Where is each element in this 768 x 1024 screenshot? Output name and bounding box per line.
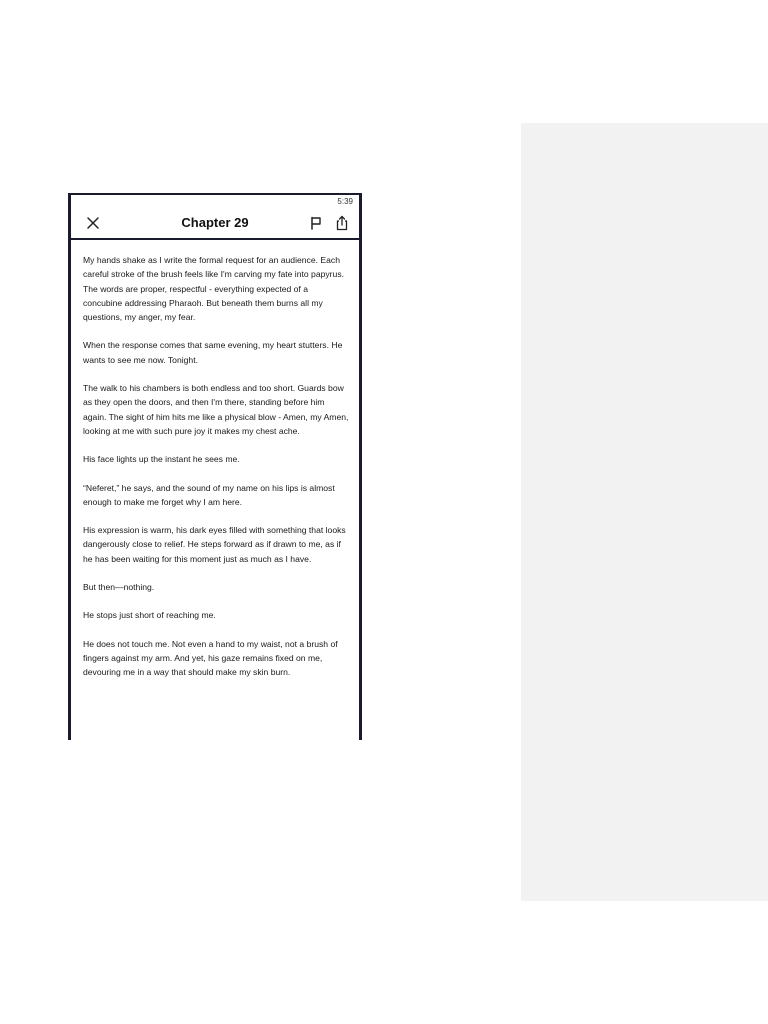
paragraph: When the response comes that same evening, my heart stutters. He wants to see me now. Tonight.	[83, 340, 343, 365]
chapter-title: Chapter 29	[181, 215, 249, 230]
chapter-text	[71, 240, 359, 680]
share-icon[interactable]	[335, 215, 349, 231]
reader-toolbar	[71, 208, 359, 240]
status-time: 5:39	[337, 197, 353, 206]
paragraph: He stops just short of reaching me.	[83, 610, 216, 621]
paragraph: His face lights up the instant he sees me.	[83, 454, 240, 465]
side-panel	[521, 123, 768, 901]
paragraph: He does not touch me. Not even a hand to my waist, not a brush of fingers against my arm. And yet, his gaze remains fixed on me, devouring me in a way that should make my skin burn.	[83, 638, 338, 678]
paragraph: “Neferet,” he says, and the sound of my name on his lips is almost enough to make me forget why I am here.	[83, 482, 335, 507]
reader-screenshot	[68, 193, 362, 740]
paragraph: His expression is warm, his dark eyes filled with something that looks dangerously close to relief. He steps forward as if drawn to me, as if he has been waiting for this moment just as much as I have.	[83, 525, 346, 564]
status-bar	[71, 195, 359, 208]
flag-icon[interactable]	[309, 216, 323, 230]
paragraph: But then—nothing.	[83, 582, 155, 593]
paragraph: My hands shake as I write the formal request for an audience. Each careful stroke of the brush feels like I'm carving my fate into papyrus. The words are proper, respectful - everything expected of a concubine addressing Pharaoh. But beneath them burns all my questions, my anger, my fear.	[83, 255, 345, 323]
paragraph: The walk to his chambers is both endless and too short. Guards bow as they open the doors, and then I'm there, standing before him again. The sight of him hits me like a physical blow - Amen, my Amen, looking at me with such pure joy it makes my chest ache.	[83, 383, 349, 436]
